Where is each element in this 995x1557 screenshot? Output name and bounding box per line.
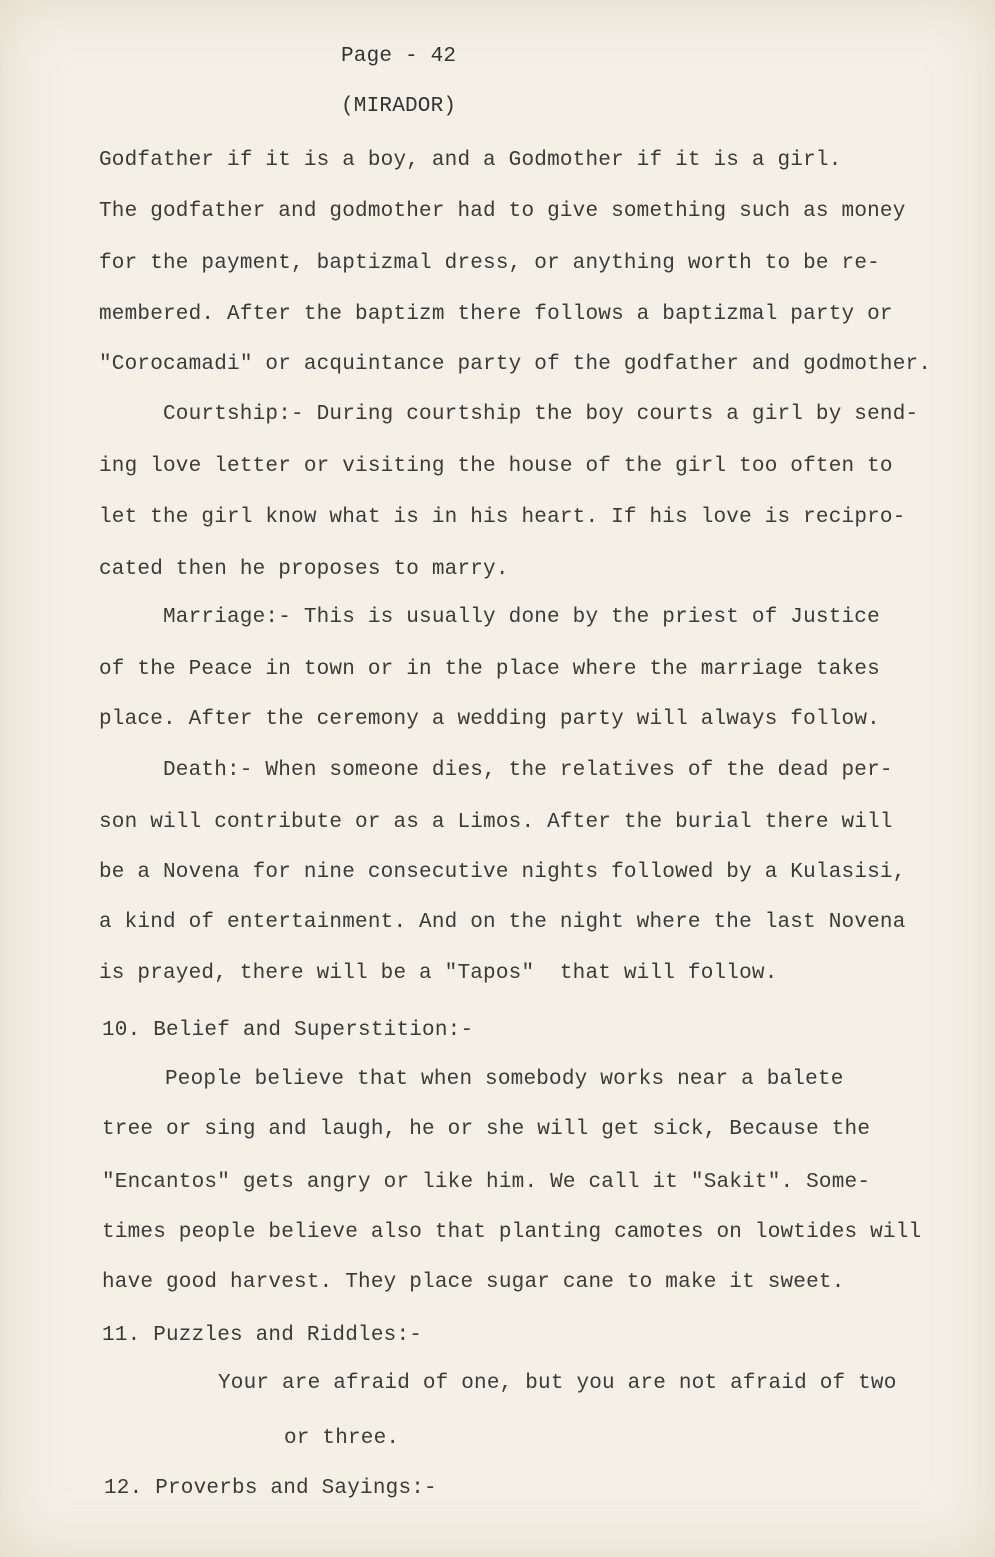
text-line: of the Peace in town or in the place where the marriage takes	[99, 658, 880, 681]
text-line: "Encantos" gets angry or like him. We call it "Sakit". Some-	[102, 1171, 871, 1194]
text-line: for the payment, baptizmal dress, or anything worth to be re-	[99, 252, 880, 275]
text-line: let the girl know what is in his heart. If his love is recipro-	[99, 506, 906, 529]
text-line: ing love letter or visiting the house of the girl too often to	[99, 455, 893, 478]
document-title: (MIRADOR)	[341, 95, 457, 118]
text-line: Godfather if it is a boy, and a Godmother if it is a girl.	[99, 149, 842, 172]
text-line: or three.	[284, 1427, 400, 1450]
text-line: membered. After the baptizm there follows a baptizmal party or	[99, 303, 893, 326]
section-heading: 10. Belief and Superstition:-	[102, 1019, 474, 1042]
text-line: Your are afraid of one, but you are not afraid of two	[218, 1372, 897, 1395]
text-line: be a Novena for nine consecutive nights followed by a Kulasisi,	[99, 861, 906, 884]
text-line: "Corocamadi" or acquintance party of the godfather and godmother.	[99, 353, 932, 376]
text-line: Courtship:- During courtship the boy courts a girl by send-	[163, 403, 919, 426]
text-line: place. After the ceremony a wedding party will always follow.	[99, 708, 880, 731]
text-line: is prayed, there will be a "Tapos" that will follow.	[99, 962, 778, 985]
text-line: Marriage:- This is usually done by the priest of Justice	[163, 606, 880, 629]
section-heading: 11. Puzzles and Riddles:-	[102, 1324, 423, 1347]
text-line: tree or sing and laugh, he or she will get sick, Because the	[102, 1118, 871, 1141]
text-line: a kind of entertainment. And on the night where the last Novena	[99, 911, 906, 934]
page-number: Page - 42	[341, 45, 457, 68]
text-line: People believe that when somebody works near a balete	[165, 1068, 844, 1091]
section-heading: 12. Proverbs and Sayings:-	[104, 1477, 437, 1500]
text-line: son will contribute or as a Limos. After the burial there will	[99, 811, 893, 834]
text-line: times people believe also that planting camotes on lowtides will	[102, 1221, 922, 1244]
text-line: have good harvest. They place sugar cane to make it sweet.	[102, 1271, 845, 1294]
text-line: cated then he proposes to marry.	[99, 558, 509, 581]
text-line: The godfather and godmother had to give something such as money	[99, 200, 906, 223]
text-line: Death:- When someone dies, the relatives of the dead per-	[163, 759, 893, 782]
